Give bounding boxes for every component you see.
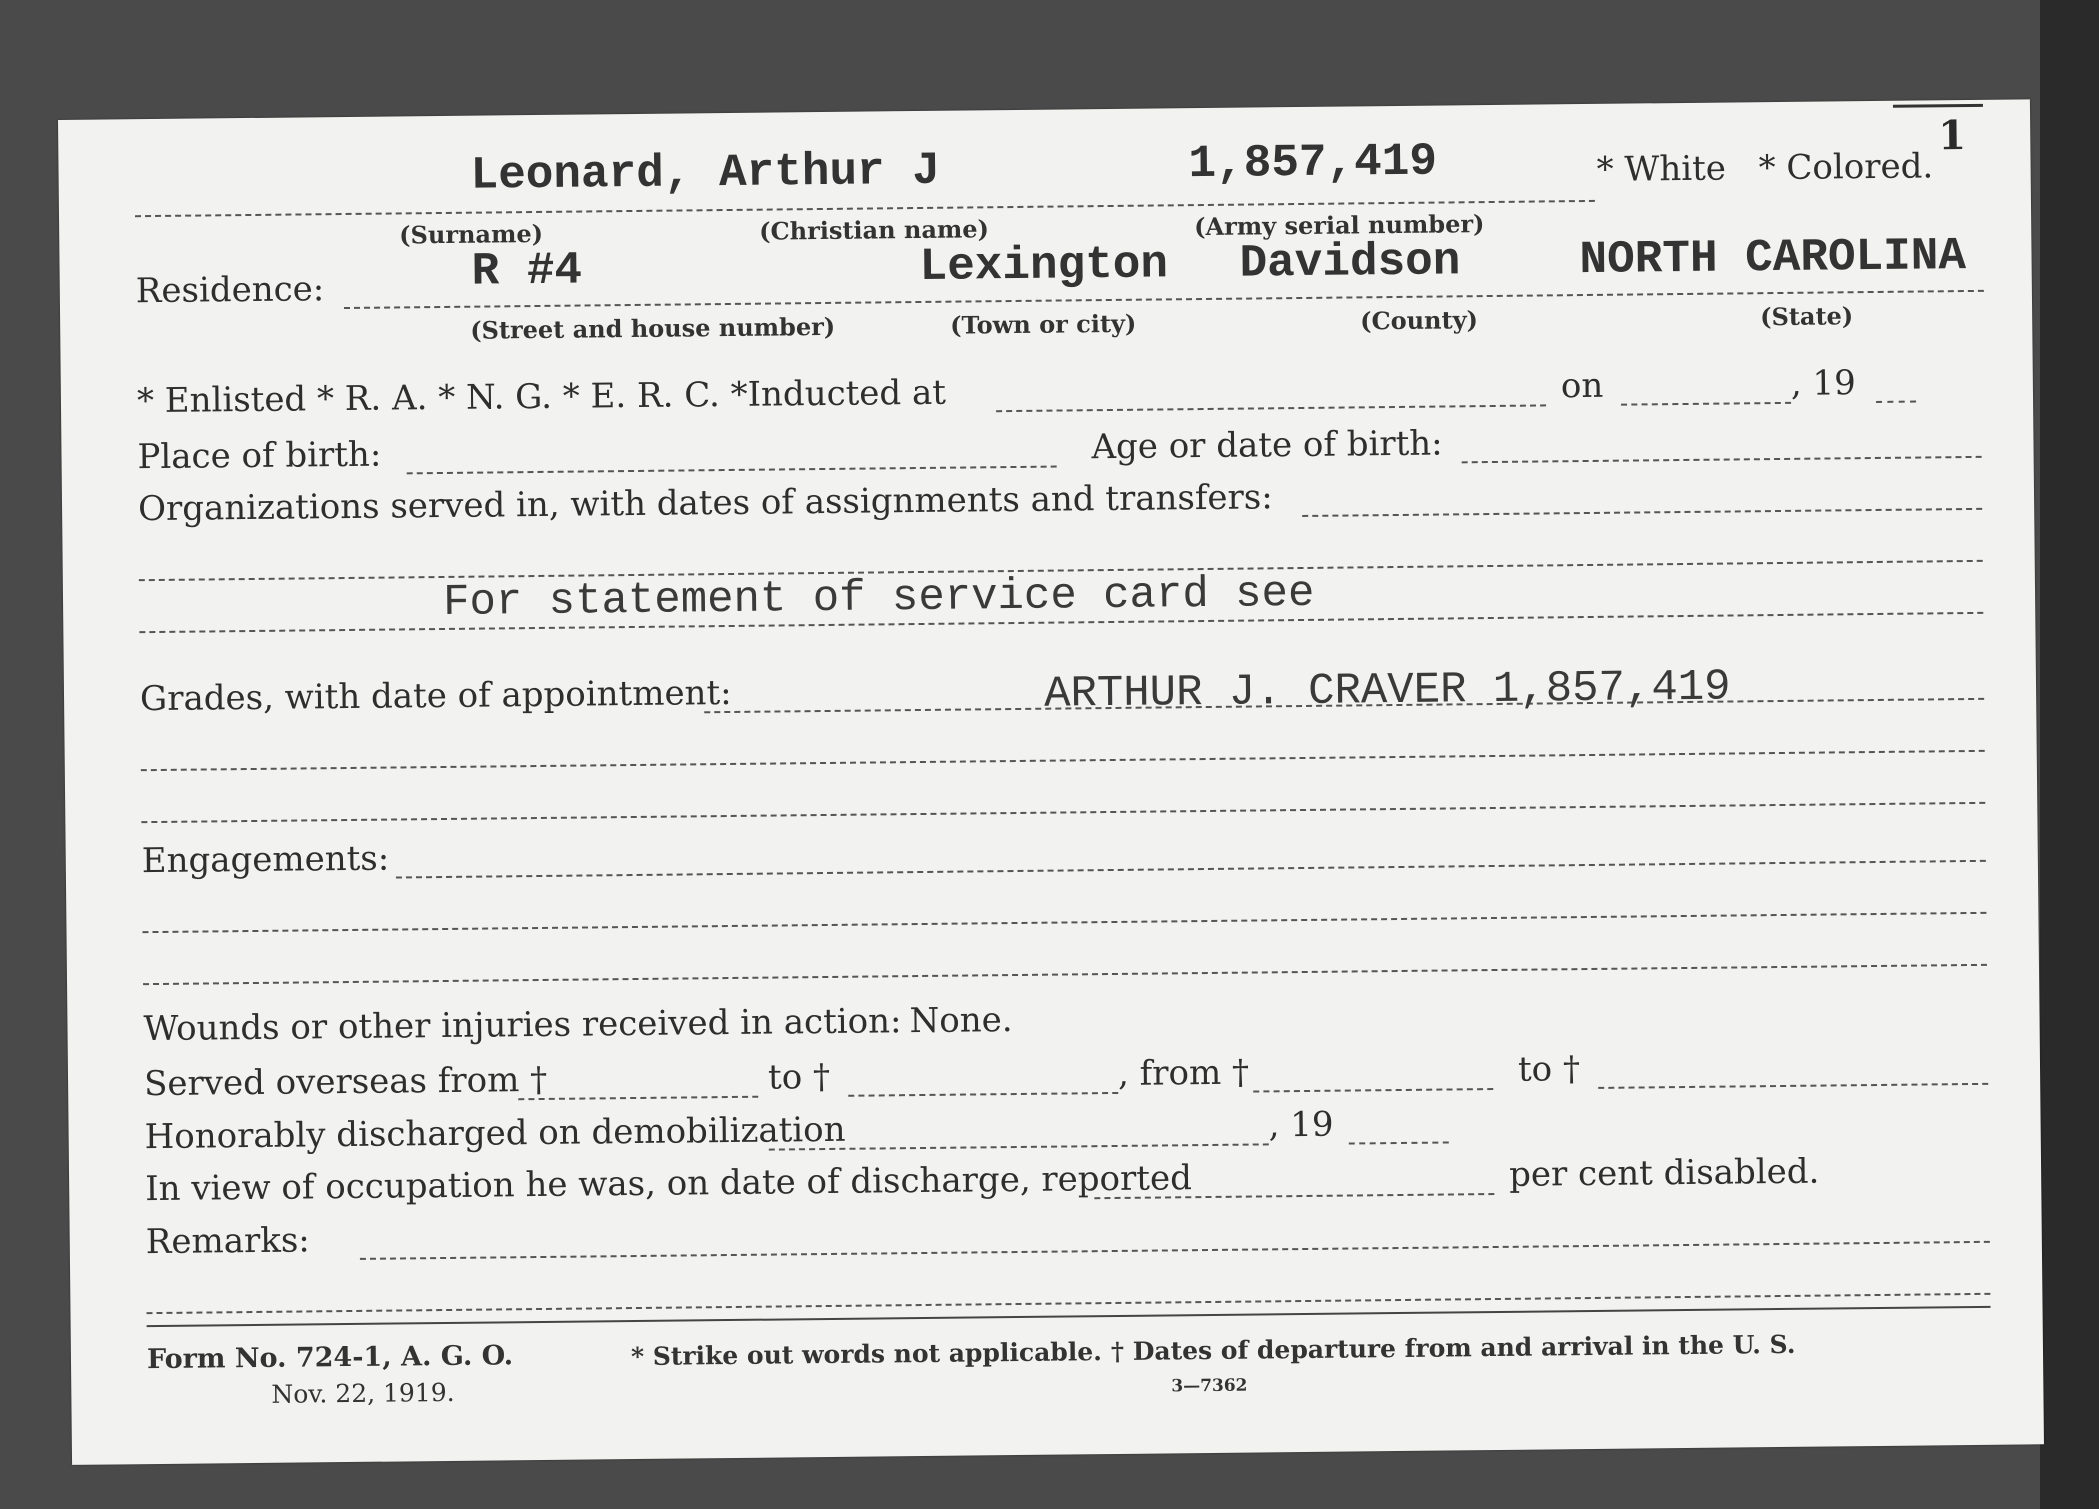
grades-line-3: [141, 802, 1985, 823]
to-line-2: [1598, 1083, 1988, 1089]
colored-option: * Colored.: [1758, 146, 1934, 189]
engagements-label: Engagements:: [141, 838, 390, 882]
discharged-year-line: [1349, 1141, 1449, 1144]
on-line: [1621, 402, 1791, 406]
occupation-label: In view of occupation he was, on date of discharge, reported: [144, 1158, 1193, 1210]
to-label-1: to †: [767, 1056, 831, 1098]
on-label: on: [1560, 365, 1604, 407]
enlisted-year-line: [1876, 401, 1916, 403]
dates-note: † Dates of departure from and arrival in the U. S.: [1110, 1329, 1796, 1367]
enlisted-line: [996, 404, 1546, 412]
engagements-line-2: [142, 912, 1986, 933]
town-typed: Lexington: [919, 238, 1169, 293]
card-number: 1: [1938, 112, 1967, 160]
surname-caption: (Surname): [399, 218, 544, 250]
strike-note: * Strike out words not applicable.: [630, 1337, 1103, 1372]
serial-caption: (Army serial number): [1194, 209, 1485, 242]
street-typed: R #4: [471, 244, 583, 298]
to-label-2: to †: [1517, 1049, 1581, 1090]
from-line-2: [1253, 1088, 1493, 1093]
to-line-1: [848, 1092, 1118, 1097]
county-typed: Davidson: [1239, 235, 1461, 290]
engagements-line: [396, 860, 1986, 879]
christian-caption: (Christian name): [759, 214, 990, 246]
wounds-label: Wounds or other injuries received in action:: [143, 1001, 902, 1050]
place-of-birth-label: Place of birth:: [137, 434, 382, 478]
remarks-label: Remarks:: [145, 1220, 310, 1263]
white-option: * White: [1596, 148, 1727, 190]
age-line: [1462, 456, 1982, 463]
discharged-year: , 19: [1268, 1104, 1334, 1146]
street-caption: (Street and house number): [470, 311, 836, 345]
state-typed: NORTH CAROLINA: [1579, 230, 1967, 287]
enlisted-year: , 19: [1790, 363, 1856, 404]
county-caption: (County): [1360, 305, 1479, 336]
statement-typed: For statement of service card see: [442, 568, 1315, 628]
serial-typed: 1,857,419: [1188, 135, 1438, 191]
per-cent-label: per cent disabled.: [1508, 1151, 1820, 1195]
served-from-label: Served overseas from †: [143, 1059, 548, 1105]
from-label-2: , from †: [1117, 1052, 1250, 1094]
remarks-line-2: [146, 1293, 1990, 1314]
age-label: Age or date of birth:: [1091, 423, 1443, 468]
grades-label: Grades, with date of appointment:: [139, 672, 732, 720]
form-number: Form No. 724-1, A. G. O.: [146, 1340, 514, 1376]
organizations-line: [1302, 508, 1982, 517]
name-typed: Leonard, Arthur J: [470, 144, 941, 202]
organizations-label: Organizations served in, with dates of assignments and transfers:: [137, 477, 1273, 530]
service-record-card: [58, 99, 2044, 1465]
print-code: 3—7362: [1171, 1375, 1248, 1397]
corner-rule: [1893, 104, 1983, 108]
enlisted-label: * Enlisted * R. A. * N. G. * E. R. C. *Inducted at: [136, 372, 947, 422]
place-of-birth-line: [407, 466, 1057, 475]
engagements-line-3: [143, 964, 1987, 985]
form-date: Nov. 22, 1919.: [271, 1377, 455, 1409]
grades-line-2: [141, 750, 1985, 771]
wounds-value: None.: [909, 1000, 1013, 1042]
craver-typed: ARTHUR J. CRAVER 1,857,419: [1043, 662, 1731, 720]
town-caption: (Town or city): [950, 308, 1137, 340]
residence-label: Residence:: [135, 269, 325, 312]
residence-line: [344, 290, 1984, 309]
state-caption: (State): [1760, 301, 1854, 332]
scan-background-edge: [2040, 0, 2099, 1509]
discharged-label: Honorably discharged on demobilization: [144, 1109, 846, 1158]
remarks-line: [360, 1241, 1990, 1260]
served-from-line: [518, 1096, 758, 1101]
